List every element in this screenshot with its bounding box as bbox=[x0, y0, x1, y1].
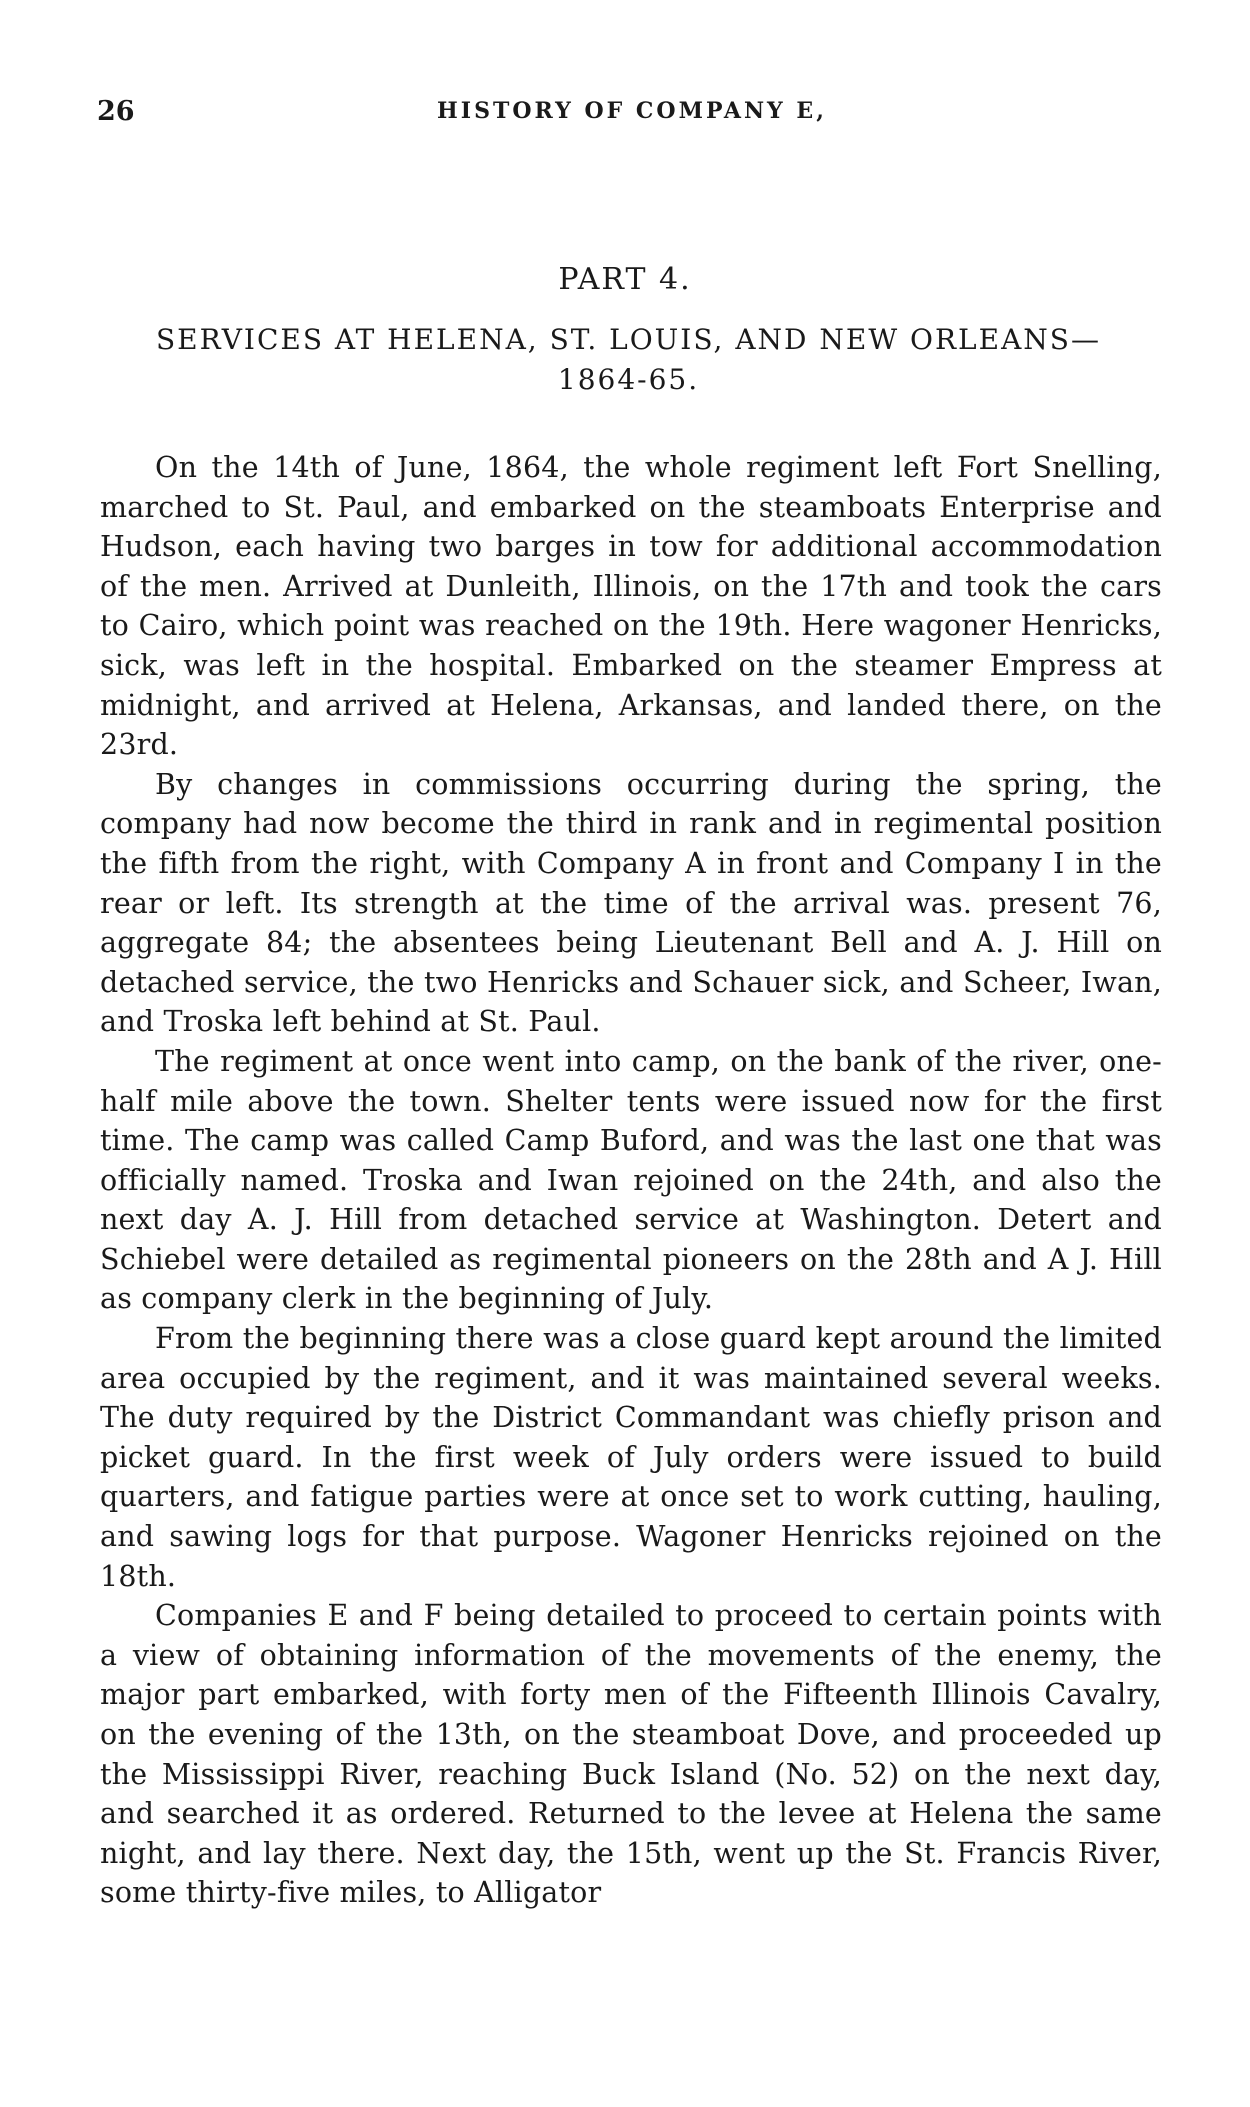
section-heading bbox=[97, 320, 1160, 400]
paragraph-2: By changes in commissions occurring during the spring, the company had now become the third in rank and in regimental position the fifth from the right, with Company A in front and Company I in the rear or left. Its strength at the time of the arrival was. present 76, aggregate 84; the absentees being Lieutenant Bell and A. J. Hill on detached service, the two Henricks and Schauer sick, and Scheer, Iwan, and Troska left behind at St. Paul. bbox=[100, 767, 1162, 1039]
paragraph-4: From the beginning there was a close guard kept around the limited area occupied by the regiment, and it was maintained several weeks. The duty required by the District Commandant was chiefly prison and picket guard. In the first week of July orders were issued to build quarters, and fatigue parties were at once set to work cutting, hauling, and sawing logs for that purpose. Wagoner Henricks rejoined on the 18th. bbox=[100, 1322, 1162, 1593]
body-text bbox=[100, 448, 1162, 1913]
paragraph-3: The regiment at once went into camp, on the bank of the river, one-half mile above the town. Shelter tents were issued now for the first time. The camp was called Camp Buford, and was the last one that was officially named. Troska and Iwan rejoined on the 24th, and also the next day A. J. Hill from detached service at Washington. Detert and Schiebel were detailed as regimental pioneers on the 28th and A J. Hill as company clerk in the beginning of July. bbox=[100, 1044, 1162, 1316]
running-head bbox=[97, 96, 1160, 136]
part-heading: PART 4. bbox=[558, 262, 692, 297]
running-title: HISTORY OF COMPANY E, bbox=[437, 98, 827, 124]
page-number: 26 bbox=[97, 96, 135, 127]
paragraph-5: Companies E and F being detailed to proceed to certain points with a view of obtaining information of the movements of the enemy, the major part embarked, with forty men of the Fifteenth Illinois Cavalry, on the evening of the 13th, on the steamboat Dove, and proceeded up the Mississippi River, reaching Buck Island (No. 52) on the next day, and searched it as ordered. Returned to the levee at Helena the same night, and lay there. Next day, the 15th, went up the St. Francis River, some thirty-five miles, to Alligator bbox=[100, 1599, 1162, 1910]
section-heading-line-1: SERVICES AT HELENA, ST. LOUIS, AND NEW ORLEANS— bbox=[155, 323, 1101, 356]
paragraph-1: On the 14th of June, 1864, the whole regiment left Fort Snelling, marched to St. Paul, and embarked on the steamboats Enterprise and Hudson, each having two barges in tow for additional accommodation of the men. Arrived at Dunleith, Illinois, on the 17th and took the cars to Cairo, which point was reached on the 19th. Here wagoner Henricks, sick, was left in the hospital. Embarked on the steamer Empress at midnight, and arrived at Helena, Arkansas, and landed there, on the 23rd. bbox=[100, 451, 1162, 762]
section-heading-line-2: 1864-65. bbox=[557, 363, 700, 396]
